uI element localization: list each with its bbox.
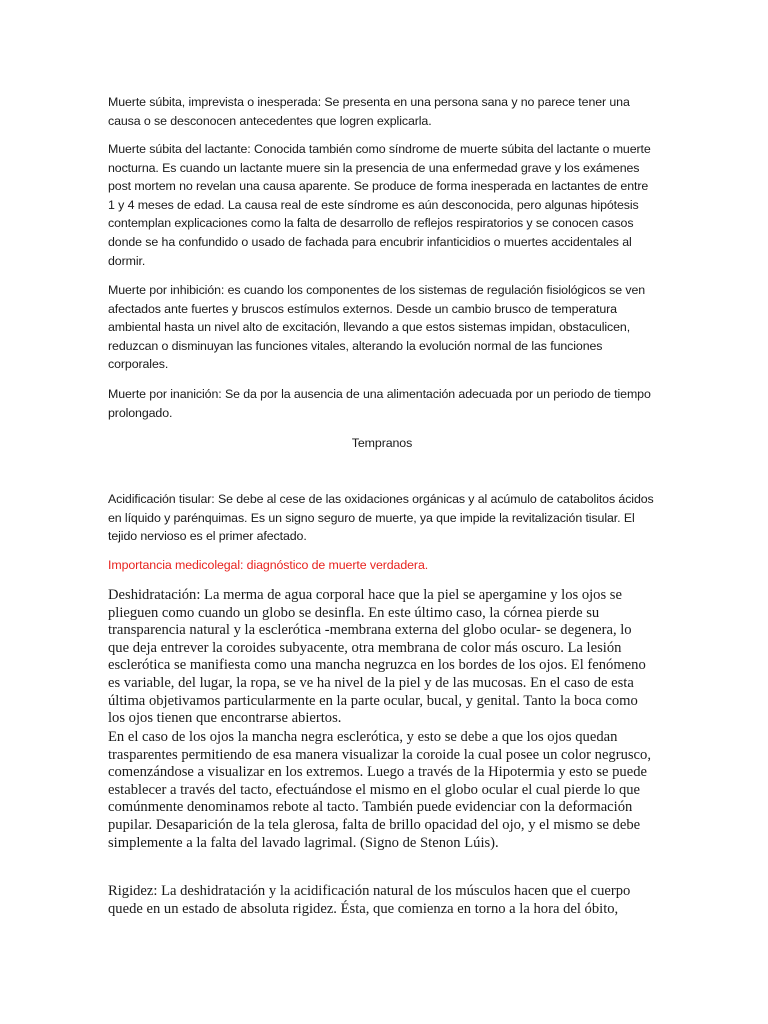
paragraph-muerte-inanicion: Muerte por inanición: Se da por la ausencia de una alimentación adecuada por un periodo de tiempo prolongado. <box>108 387 651 420</box>
paragraph-muerte-inhibicion: Muerte por inhibición: es cuando los componentes de los sistemas de regulación fisiológicos se ven afectados ante fuertes y bruscos estímulos externos. Desde un cambio brusco de temperatura ambiental hasta un nivel alto de excitación, llevando a que estos sistemas impidan, obstaculicen, reduzcan o disminuyan las funciones vitales, alterando la evolución normal de las funciones corporales. <box>108 283 646 372</box>
paragraph-acidificacion-tisular: Acidificación tisular: Se debe al cese de las oxidaciones orgánicas y al acúmulo de catabolitos ácidos en líquido y parénquimas. Es un signo seguro de muerte, ya que impide la revitalización tisular. El tejido nervioso es el primer afectado. <box>108 492 654 544</box>
paragraph-importancia-medicolegal: Importancia medicolegal: diagnóstico de muerte verdadera. <box>108 558 429 572</box>
paragraph-rigidez: Rigidez: La deshidratación y la acidificación natural de los músculos hacen que el cuerpo quede en un estado de absoluta rigidez. Ésta, que comienza en torno a la hora del óbito, <box>108 883 631 917</box>
paragraph-deshidratacion: Deshidratación: La merma de agua corporal hace que la piel se apergamine y los ojos se plieguen como cuando un globo se desinfla. En este último caso, la córnea pierde su transparencia natural y la esclerótica -membrana externa del globo ocular- se degenera, lo que deja entrever la coroides subyacente, otra membrana de color más oscuro. La lesión esclerótica se manifiesta como una mancha negruzca en los bordes de los ojos. El fenómeno es variable, del lugar, la ropa, se ve ha nivel de la piel y de las mucosas. En el caso de esta última objetivamos particularmente en la parte ocular, bucal, y genital. Tanto la boca como los ojos tienen que encontrarse abiertos. <box>108 587 646 727</box>
paragraph-ojos-mancha-negra: En el caso de los ojos la mancha negra esclerótica, y esto se debe a que los ojos quedan trasparentes permitiendo de esa manera visualizar la coroide la cual posee un color negrusco, comenzándose a visualizar en los extremos. Luego a través de la Hipotermia y esto se puede establecer a través del tacto, efectuándose el mismo en el globo ocular el cual pierde lo que comúnmente denominamos rebote al tacto. También puede evidenciar con la deformación pupilar. Desaparición de la tela glerosa, falta de brillo opacidad del ojo, y el mismo se debe simplemente a la falta del lavado lagrimal. (Signo de Stenon Lúis). <box>108 729 651 851</box>
paragraph-muerte-subita-lactante: Muerte súbita del lactante: Conocida también como síndrome de muerte súbita del lactante o muerte nocturna. Es cuando un lactante muere sin la presencia de una enfermedad grave y los exámenes post mortem no revelan una causa aparente. Se produce de forma inesperada en lactantes de entre 1 y 4 meses de edad. La causa real de este síndrome es aún desconocida, pero algunas hipótesis contemplan explicaciones como la falta de desarrollo de reflejos respiratorios y se conocen casos donde se ha confundido o usado de fachada para encubrir infanticidios o muertes accidentales al dormir. <box>108 142 651 268</box>
section-heading-tempranos: Tempranos <box>351 436 413 450</box>
paragraph-muerte-subita: Muerte súbita, imprevista o inesperada: Se presenta en una persona sana y no parece tener una causa o se desconocen antecedentes que logren explicarla. <box>108 95 630 128</box>
